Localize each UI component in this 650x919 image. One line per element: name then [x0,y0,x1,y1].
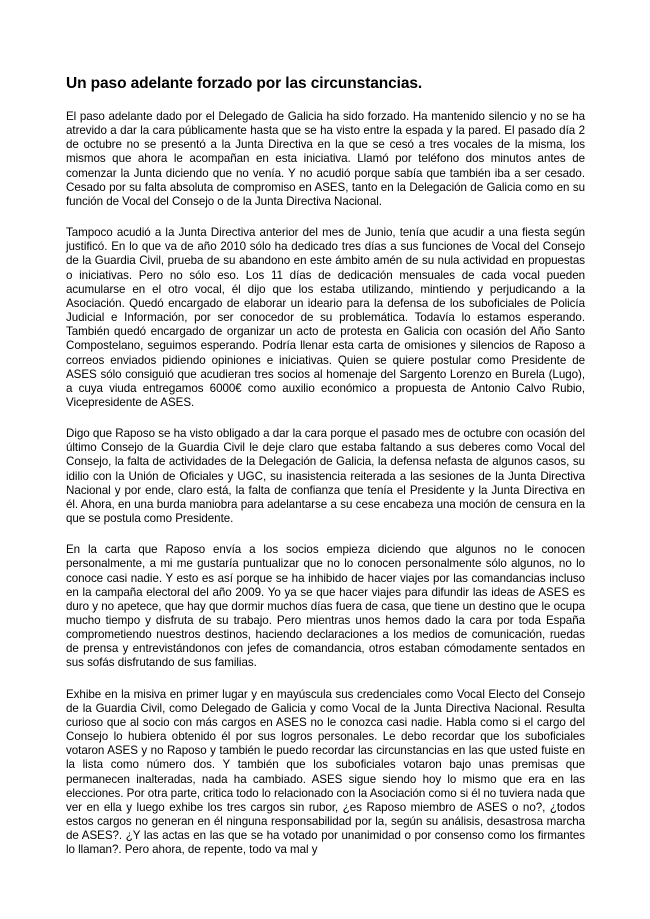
paragraph-2: Tampoco acudió a la Junta Directiva anterior del mes de Junio, tenía que acudir a una fiesta según justificó. En lo que va de año 2010 sólo ha dedicado tres días a sus funciones de Vocal del Consejo de la Guardia Civil, prueba de su abandono en este ámbito amén de su nula actividad en propuestas o iniciativas. Pero no sólo eso. Los 11 días de dedicación mensuales de cada vocal pueden acumularse en el otro vocal, él dijo que los estaba utilizando, mintiendo y perjudicando a la Asociación. Quedó encargado de elaborar un ideario para la defensa de los suboficiales de Policía Judicial e Información, por ser conocedor de su problemática. Todavía lo estamos esperando. También quedó encargado de organizar un acto de protesta en Galicia con ocasión del Año Santo Compostelano, seguimos esperando. Podría llenar esta carta de omisiones y silencios de Raposo a correos enviados pidiendo opiniones e iniciativas. Quien se quiere postular como Presidente de ASES sólo consiguió que acudieran tres socios al homenaje del Sargento Lorenzo en Burela (Lugo), a cuya viuda entregamos 6000€ como auxilio económico a propuesta de Antonio Calvo Rubio, Vicepresidente de ASES. [66,226,585,409]
paragraph-4: En la carta que Raposo envía a los socios empieza diciendo que algunos no le conocen personalmente, a mi me gustaría puntualizar que no lo conocen personalmente sólo algunos, no lo conoce casi nadie. Y esto es así porque se ha inhibido de hacer viajes por las comandancias incluso en la campaña electoral del año 2009. Yo ya se que hacer viajes para difundir las ideas de ASES es duro y no apetece, que hay que dormir muchos días fuera de casa, que tiene un destino que le ocupa mucho tiempo y disfruta de su trabajo. Pero mientras unos hemos dado la cara por toda España comprometiendo nuestros destinos, haciendo declaraciones a los medios de comunicación, ruedas de prensa y entrevistándonos con jefes de comandancia, otros estaban cómodamente sentados en sus sofás disfrutando de sus familias. [66,543,585,670]
document-title: Un paso adelante forzado por las circunstancias. [66,75,423,92]
document-page [66,74,585,875]
paragraph-3: Digo que Raposo se ha visto obligado a dar la cara porque el pasado mes de octubre con ocasión del último Consejo de la Guardia Civil le deje claro que estaba faltando a sus deberes como Vocal del Consejo, la falta de actividades de la Delegación de Galicia, la defensa nefasta de algunos casos, su idilio con la Unión de Oficiales y UGC, su inasistencia reiterada a las sesiones de la Junta Directiva Nacional y por ende, claro está, la falta de confianza que tenía el Presidente y la Junta Directiva en él. Ahora, en una burda maniobra para adelantarse a su cese encabeza una moción de censura en la que se postula como Presidente. [66,427,585,526]
paragraph-5: Exhibe en la misiva en primer lugar y en mayúscula sus credenciales como Vocal Electo del Consejo de la Guardia Civil, como Delegado de Galicia y como Vocal de la Junta Directiva Nacional. Resulta curioso que al socio con más cargos en ASES no le conozca casi nadie. Habla como si el cargo del Consejo lo hubiera obtenido él por sus logros personales. Le debo recordar que los suboficiales votaron ASES y no Raposo y también le puedo recordar las circunstancias en las que usted fuiste en la lista como número dos. Y también que los suboficiales votaron bajo unas premisas que permanecen inalteradas, nada ha cambiado. ASES sigue siendo hoy lo mismo que era en las elecciones. Por otra parte, critica todo lo relacionado con la Asociación como si él no tuviera nada que ver en ella y luego exhibe los tres cargos sin rubor, ¿es Raposo miembro de ASES o no?, ¿todos estos cargos no generan en él ninguna responsabilidad por la, según su análisis, desastrosa marcha de ASES?. ¿Y las actas en las que se ha votado por unanimidad o por consenso como los firmantes lo llaman?. Pero ahora, de repente, todo va mal y [66,687,585,857]
paragraph-1: El paso adelante dado por el Delegado de Galicia ha sido forzado. Ha mantenido silencio y no se ha atrevido a dar la cara públicamente hasta que se ha visto entre la espada y la pared. El pasado día 2 de octubre no se presentó a la Junta Directiva en la que se cesó a tres vocales de la misma, los mismos que ahora le acompañan en esta iniciativa. Llamó por teléfono dos minutos antes de comenzar la Junta diciendo que no venía. Y no acudió porque sabía que también iba a ser cesado. Cesado por su falta absoluta de compromiso en ASES, tanto en la Delegación de Galicia como en su función de Vocal del Consejo o de la Junta Directiva Nacional. [66,110,585,208]
